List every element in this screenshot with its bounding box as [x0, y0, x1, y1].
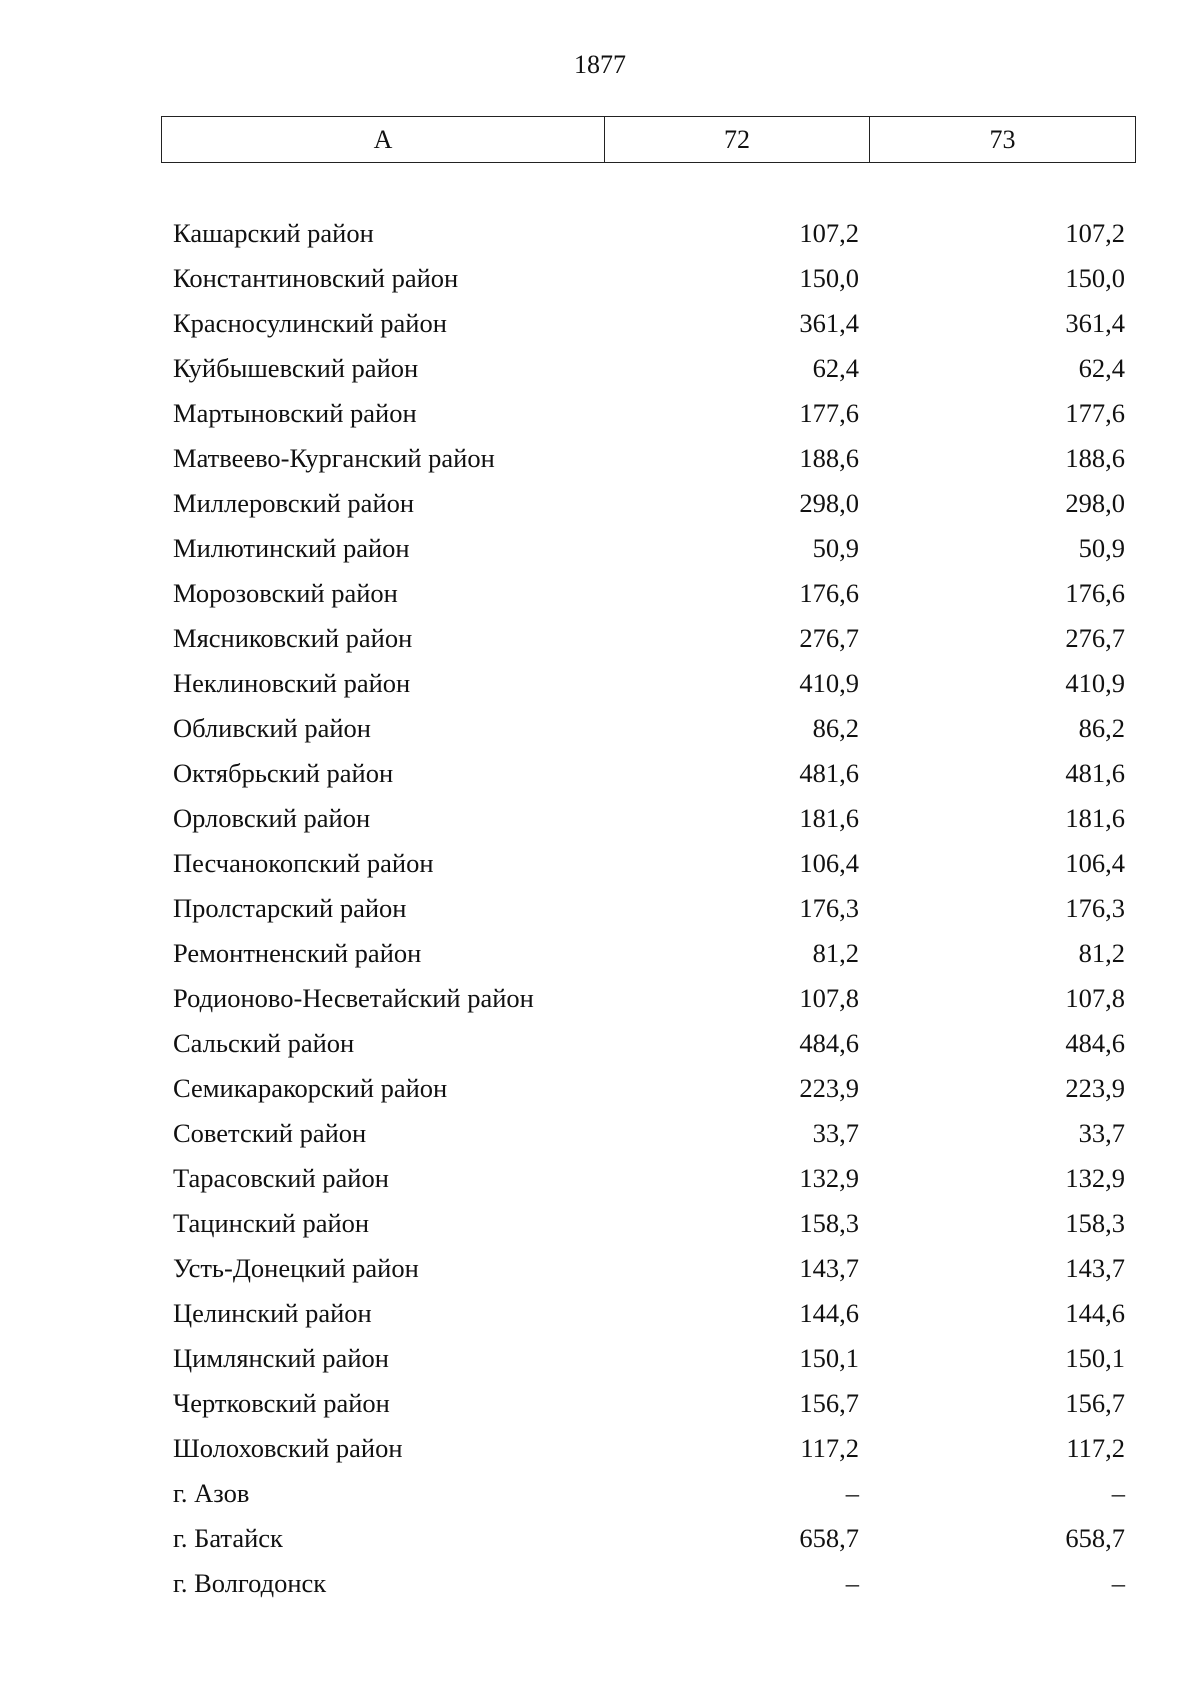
row-value-72: 181,6	[799, 803, 859, 833]
row-name: Тацинский район	[173, 1208, 370, 1238]
row-value-72: 106,4	[799, 848, 859, 878]
row-value-72: 484,6	[799, 1028, 859, 1058]
row-name: Ремонтненский район	[173, 938, 422, 968]
row-value-72: 143,7	[799, 1253, 859, 1283]
row-value-73: 143,7	[1065, 1253, 1125, 1283]
row-name: Родионово-Несветайский район	[173, 983, 534, 1013]
row-value-72: 158,3	[799, 1208, 859, 1238]
row-value-73: –	[1111, 1478, 1125, 1508]
table-row	[0, 1381, 1200, 1426]
table-row	[0, 436, 1200, 481]
table-row	[0, 1336, 1200, 1381]
row-name: г. Волгодонск	[173, 1568, 327, 1598]
row-name: Мартыновский район	[173, 398, 417, 428]
table-row	[0, 481, 1200, 526]
table-row	[0, 616, 1200, 661]
row-value-73: 33,7	[1078, 1118, 1125, 1148]
row-value-73: 81,2	[1078, 938, 1125, 968]
table-row	[0, 841, 1200, 886]
table-row	[0, 1201, 1200, 1246]
table-row	[0, 211, 1200, 256]
row-name: г. Азов	[173, 1478, 250, 1508]
row-value-73: 177,6	[1065, 398, 1125, 428]
row-value-72: 107,8	[799, 983, 859, 1013]
row-value-73: 176,6	[1065, 578, 1125, 608]
row-name: Куйбышевский район	[173, 353, 419, 383]
row-value-72: 298,0	[799, 488, 859, 518]
row-value-72: 107,2	[799, 218, 859, 248]
page-number: 1877	[574, 50, 626, 79]
row-value-73: –	[1111, 1568, 1125, 1598]
table-row	[0, 1066, 1200, 1111]
row-name: Цимлянский район	[173, 1343, 389, 1373]
row-value-72: 177,6	[799, 398, 859, 428]
table-row	[0, 1426, 1200, 1471]
row-value-72: 188,6	[799, 443, 859, 473]
row-value-73: 410,9	[1065, 668, 1125, 698]
row-value-72: 176,3	[799, 893, 859, 923]
table-row	[0, 1246, 1200, 1291]
row-value-72: 176,6	[799, 578, 859, 608]
row-value-73: 181,6	[1065, 803, 1125, 833]
row-value-73: 276,7	[1065, 623, 1125, 653]
row-value-73: 107,8	[1065, 983, 1125, 1013]
row-name: Октябрьский район	[173, 758, 394, 788]
row-name: Советский район	[173, 1118, 367, 1148]
table-row	[0, 346, 1200, 391]
table-row	[0, 1111, 1200, 1156]
row-value-73: 50,9	[1078, 533, 1125, 563]
row-name: Милютинский район	[173, 533, 410, 563]
table-header	[161, 116, 1136, 163]
row-name: Обливский район	[173, 713, 371, 743]
row-name: Мясниковский район	[173, 623, 413, 653]
row-value-72: 223,9	[799, 1073, 859, 1103]
table-row	[0, 1156, 1200, 1201]
table-row	[0, 976, 1200, 1021]
table-row	[0, 1516, 1200, 1561]
row-value-72: 33,7	[812, 1118, 859, 1148]
row-name: Целинский район	[173, 1298, 372, 1328]
row-name: Неклиновский район	[173, 668, 411, 698]
row-name: Пролстарский район	[173, 893, 407, 923]
row-name: Орловский район	[173, 803, 371, 833]
table-row	[0, 256, 1200, 301]
row-value-72: 410,9	[799, 668, 859, 698]
row-value-72: 481,6	[799, 758, 859, 788]
row-name: Миллеровский район	[173, 488, 415, 518]
row-value-73: 158,3	[1065, 1208, 1125, 1238]
row-value-73: 484,6	[1065, 1028, 1125, 1058]
header-col-73: 73	[870, 117, 1136, 163]
row-value-72: –	[845, 1478, 859, 1508]
row-value-72: 156,7	[799, 1388, 859, 1418]
row-value-73: 62,4	[1078, 353, 1125, 383]
row-name: Шолоховский район	[173, 1433, 403, 1463]
row-value-73: 107,2	[1065, 218, 1125, 248]
table-row	[0, 751, 1200, 796]
header-col-72: 72	[605, 117, 870, 163]
row-value-73: 176,3	[1065, 893, 1125, 923]
row-name: Кашарский район	[173, 218, 374, 248]
row-value-72: 144,6	[799, 1298, 859, 1328]
row-value-73: 298,0	[1065, 488, 1125, 518]
row-name: Усть-Донецкий район	[173, 1253, 419, 1283]
table-row	[0, 1021, 1200, 1066]
row-value-73: 188,6	[1065, 443, 1125, 473]
row-name: Красносулинский район	[173, 308, 447, 338]
row-value-73: 156,7	[1065, 1388, 1125, 1418]
table-row	[0, 1471, 1200, 1516]
header-col-a: А	[162, 117, 605, 163]
row-value-73: 106,4	[1065, 848, 1125, 878]
row-value-73: 150,1	[1065, 1343, 1125, 1373]
table-body	[0, 211, 1200, 1606]
row-value-72: 62,4	[812, 353, 859, 383]
row-value-72: 361,4	[799, 308, 859, 338]
table-row	[0, 301, 1200, 346]
row-name: Семикаракорский район	[173, 1073, 448, 1103]
table-row	[0, 931, 1200, 976]
table-row	[0, 706, 1200, 751]
row-value-73: 132,9	[1065, 1163, 1125, 1193]
row-value-72: –	[845, 1568, 859, 1598]
table-row	[0, 796, 1200, 841]
table-row	[0, 1561, 1200, 1606]
row-value-73: 144,6	[1065, 1298, 1125, 1328]
row-value-72: 117,2	[800, 1433, 859, 1463]
table-row	[0, 1291, 1200, 1336]
row-value-73: 658,7	[1065, 1523, 1125, 1553]
row-value-72: 658,7	[799, 1523, 859, 1553]
table-row	[0, 661, 1200, 706]
table-row	[0, 391, 1200, 436]
row-value-73: 117,2	[1066, 1433, 1125, 1463]
row-value-72: 81,2	[812, 938, 859, 968]
header-row	[162, 117, 1136, 163]
table-row	[0, 886, 1200, 931]
row-name: Песчанокопский район	[173, 848, 434, 878]
row-value-73: 223,9	[1065, 1073, 1125, 1103]
row-name: Чертковский район	[173, 1388, 390, 1418]
row-value-73: 481,6	[1065, 758, 1125, 788]
row-name: Сальский район	[173, 1028, 355, 1058]
row-value-72: 150,0	[799, 263, 859, 293]
row-value-72: 50,9	[812, 533, 859, 563]
row-value-73: 150,0	[1065, 263, 1125, 293]
table-row	[0, 571, 1200, 616]
row-value-72: 276,7	[799, 623, 859, 653]
row-name: г. Батайск	[173, 1523, 283, 1553]
row-name: Матвеево-Курганский район	[173, 443, 495, 473]
row-name: Тарасовский район	[173, 1163, 389, 1193]
row-value-73: 86,2	[1078, 713, 1125, 743]
row-name: Морозовский район	[173, 578, 398, 608]
row-value-72: 150,1	[799, 1343, 859, 1373]
row-name: Константиновский район	[173, 263, 459, 293]
row-value-73: 361,4	[1065, 308, 1125, 338]
table-row	[0, 526, 1200, 571]
row-value-72: 86,2	[812, 713, 859, 743]
row-value-72: 132,9	[799, 1163, 859, 1193]
